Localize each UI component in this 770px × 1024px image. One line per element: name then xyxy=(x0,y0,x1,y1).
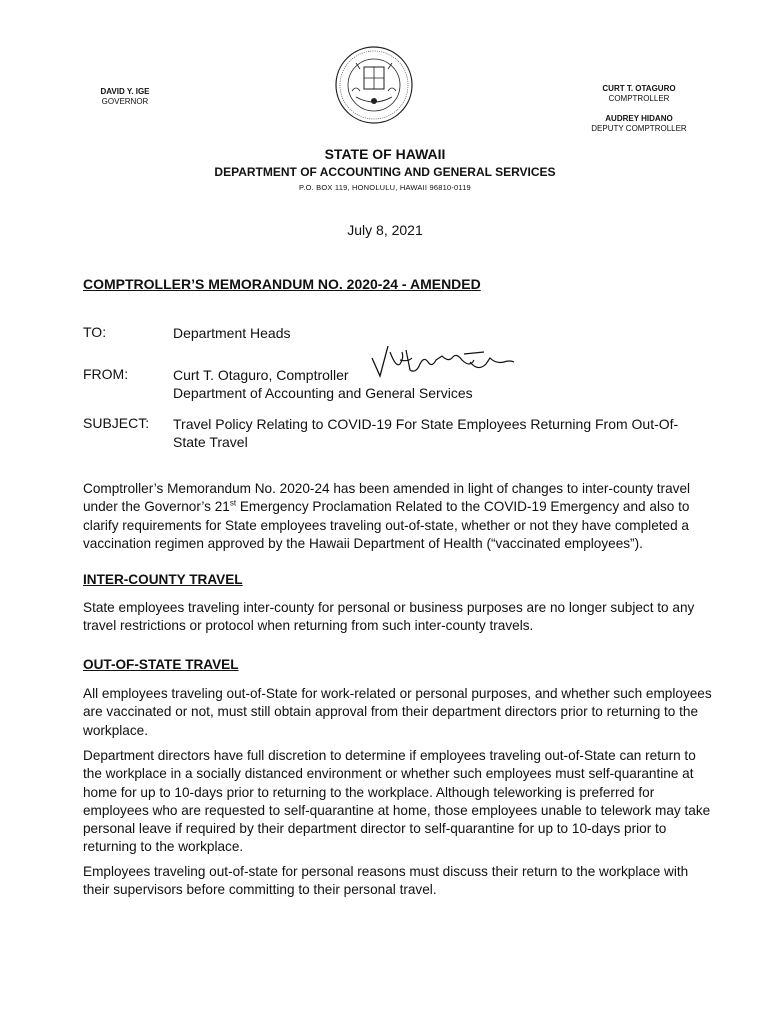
deputy-title: DEPUTY COMPTROLLER xyxy=(591,124,687,133)
to-label: TO: xyxy=(83,324,107,340)
state-seal-icon xyxy=(334,45,414,125)
from-department: Department of Accounting and General Services xyxy=(173,385,473,401)
governor-block xyxy=(70,87,180,107)
intro-paragraph: Comptroller’s Memorandum No. 2020-24 has been amended in light of changes to inter-county travel under the Governor’s 21st Emergency Proclamation Related to the COVID-19 Emergency and also to clarify requirements for State employees traveling out-of-state, whether or not they have completed a vaccination regimen approved by the Hawaii Department of Health (“vaccinated employees”). xyxy=(83,481,691,551)
memo-title: COMPTROLLER’S MEMORANDUM NO. 2020-24 - AMENDED xyxy=(83,276,481,292)
from-name: Curt T. Otaguro, Comptroller xyxy=(173,367,349,383)
comptroller-name: CURT T. OTAGURO xyxy=(602,84,676,93)
to-value: Department Heads xyxy=(173,325,291,341)
inter-county-paragraph: State employees traveling inter-county for personal or business purposes are no longer subject to any travel restrictions or protocol when returning from such inter-county travels. xyxy=(83,600,695,634)
out-of-state-paragraph-1: All employees traveling out-of-State for work-related or personal purposes, and whether such employees are vaccinated or not, must still obtain approval from their department directors prior to returning to the workplace. xyxy=(83,686,712,738)
out-of-state-paragraph-2: Department directors have full discretion to determine if employees traveling out-of-State can return to the workplace in a socially distanced environment or whether such employees must self-quarantine at home for up to 10-days prior to returning to the workplace. Although teleworking is preferred for employees who are requested to self-quarantine at home, those employees unable to telework may take personal leave if required by their department director to self-quarantine for up to 10-days prior to returning to the workplace. xyxy=(83,748,711,855)
out-of-state-heading: OUT-OF-STATE TRAVEL xyxy=(83,657,239,672)
signature-image xyxy=(366,338,516,380)
out-of-state-paragraph-3: Employees traveling out-of-state for personal reasons must discuss their return to the workplace with their supervisors before committing to their personal travel. xyxy=(83,864,689,898)
comptroller-title: COMPTROLLER xyxy=(608,94,670,103)
subject-value: Travel Policy Relating to COVID-19 For State Employees Returning From Out-Of-State Travel xyxy=(173,416,679,450)
subject-label: SUBJECT: xyxy=(83,415,150,431)
governor-name: DAVID Y. IGE xyxy=(100,87,150,96)
comptroller-block xyxy=(580,84,698,134)
governor-title: GOVERNOR xyxy=(101,97,149,106)
memo-date: July 8, 2021 xyxy=(347,222,423,238)
department-heading: DEPARTMENT OF ACCOUNTING AND GENERAL SERVICES xyxy=(214,165,556,179)
state-heading: STATE OF HAWAII xyxy=(324,146,446,162)
department-address: P.O. BOX 119, HONOLULU, HAWAII 96810-0119 xyxy=(299,183,471,192)
from-label: FROM: xyxy=(83,366,129,382)
deputy-name: AUDREY HIDANO xyxy=(605,114,673,123)
inter-county-heading: INTER-COUNTY TRAVEL xyxy=(83,572,243,587)
